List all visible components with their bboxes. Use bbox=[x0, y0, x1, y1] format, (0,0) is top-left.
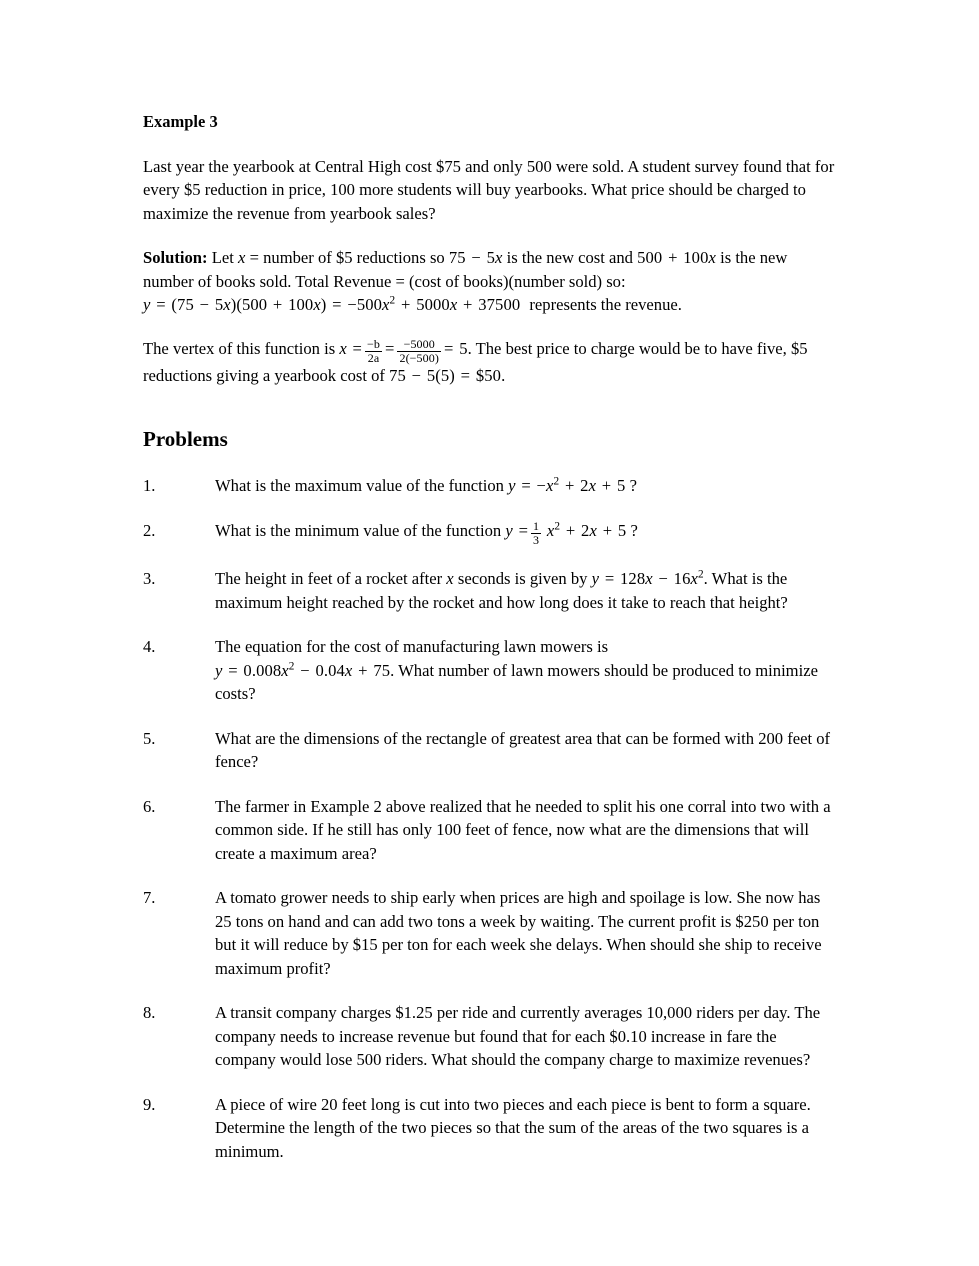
problem-text-mid: seconds is given by bbox=[457, 569, 588, 589]
solution-text-3: is the new cost and bbox=[506, 248, 633, 268]
fraction-b-over-2a bbox=[365, 338, 382, 365]
fraction-numerator: −b bbox=[367, 336, 380, 351]
problem-number: 2. bbox=[143, 520, 156, 540]
problem-math: $y = -x^2 + 2x + 5$ bbox=[508, 475, 626, 496]
problem-math-var: x bbox=[446, 569, 454, 589]
solution-equation-tail: represents the revenue. bbox=[529, 295, 682, 315]
problems-list bbox=[143, 474, 838, 1163]
problem-body bbox=[215, 474, 838, 498]
solution-text-2: = number of $5 reductions so bbox=[249, 248, 445, 268]
vertex-math-price: 75 − 5(5) = $50 bbox=[389, 366, 502, 386]
fraction-5000-over-2neg500 bbox=[397, 338, 441, 365]
problem-body: A tomato grower needs to ship early when prices are high and spoilage is low. She now has 25 tons on hand and can add two tons a week by waiting. The current profit is $250 per ton but it will reduce by $15 per ton for each week she delays. When should she ship to receive maximum profit? bbox=[215, 888, 822, 978]
problem-math: $y = 0.008x^2 - 0.04x + 75$ bbox=[215, 660, 391, 680]
solution-text-1: Let bbox=[211, 248, 234, 268]
problem-item-6 bbox=[143, 795, 838, 866]
problem-math: y = $\frac{1}{3}$ $x^2 + 2x + 5$ bbox=[505, 518, 627, 548]
vertex-period-2: . bbox=[501, 366, 506, 386]
problem-body: What are the dimensions of the rectangle of greatest area that can be formed with 200 feet of fence? bbox=[215, 728, 831, 772]
problem-body: A transit company charges $1.25 per ride and currently averages 10,000 riders per day. The company needs to increase revenue but found that for each $0.10 increase in fare the company would lose 500 riders. What should the company charge to maximize revenues? bbox=[215, 1003, 821, 1070]
problems-heading: Problems bbox=[143, 426, 228, 451]
solution-paragraph bbox=[143, 246, 838, 317]
problem-number: 3. bbox=[143, 569, 156, 589]
problem-text-after: . What number of lawn mowers should be produced to minimize costs? bbox=[215, 660, 818, 704]
problem-number: 1. bbox=[143, 476, 156, 496]
page-content bbox=[143, 112, 838, 1163]
problem-body bbox=[215, 519, 838, 547]
problem-body: A piece of wire 20 feet long is cut into two pieces and each piece is bent to form a square. Determine the length of the two pieces so that the sum of the areas of the two squares is a minimum. bbox=[215, 1094, 811, 1161]
problem-body bbox=[215, 635, 838, 706]
problem-item-4 bbox=[143, 635, 838, 706]
problem-number: 8. bbox=[143, 1003, 156, 1023]
problem-item-8 bbox=[143, 1001, 838, 1072]
vertex-paragraph bbox=[143, 337, 838, 388]
problem-item-1 bbox=[143, 474, 838, 498]
problem-body: The farmer in Example 2 above realized that he needed to split his one corral into two with a common side. If he still has only 100 feet of fence, now what are the dimensions that will create a maximum area? bbox=[215, 796, 831, 863]
fraction-numerator: 1 bbox=[533, 518, 540, 533]
problem-body bbox=[215, 567, 838, 614]
fraction-numerator: −5000 bbox=[397, 338, 441, 352]
solution-math-books: 500 + 100x bbox=[637, 248, 716, 268]
problem-item-2 bbox=[143, 519, 838, 547]
problem-number: 6. bbox=[143, 796, 156, 816]
fraction-one-third bbox=[531, 520, 541, 547]
problem-number: 5. bbox=[143, 728, 156, 748]
problem-number: 9. bbox=[143, 1094, 156, 1114]
problem-text: The height in feet of a rocket after bbox=[215, 569, 443, 589]
problem-math: $y = 128x - 16x^2$ bbox=[591, 568, 704, 589]
problem-item-7 bbox=[143, 886, 838, 980]
solution-math-cost: 75 − 5x bbox=[448, 248, 503, 268]
example-problem-paragraph: Last year the yearbook at Central High cost $75 and only 500 were sold. A student survey found that for every $5 reduction in price, 100 more students will buy yearbooks. What price should be charged to maximize the revenue from yearbook sales? bbox=[143, 156, 835, 223]
problem-item-3 bbox=[143, 567, 838, 614]
vertex-math-expression: x = $\frac{-b}{2a}$ = $\frac{-5000}{2(-500)}$ = 5 bbox=[339, 336, 468, 366]
fraction-denominator: 3 bbox=[533, 533, 540, 548]
problem-text: What is the maximum value of the function bbox=[215, 476, 504, 496]
vertex-text-1: The vertex of this function is bbox=[143, 338, 336, 358]
fraction-denominator: 2(−500) bbox=[399, 351, 439, 366]
problem-number: 7. bbox=[143, 888, 156, 908]
vertex-text-2: The best price to charge would be to have five, $5 reductions giving a yearbook cost of bbox=[143, 338, 808, 386]
problem-item-5 bbox=[143, 727, 838, 774]
problem-text: The equation for the cost of manufacturing lawn mowers is bbox=[215, 637, 609, 657]
solution-label: Solution: bbox=[143, 248, 208, 268]
vertex-period: . bbox=[467, 338, 472, 358]
solution-math-x: x bbox=[238, 248, 246, 268]
problem-item-9 bbox=[143, 1093, 838, 1164]
solution-text-4: is the new number of books sold. Total Revenue = (cost of books)(number sold) so: bbox=[143, 248, 788, 291]
problem-text-after: . What is the maximum height reached by the rocket and how long does it take to reach that height? bbox=[215, 569, 788, 612]
problem-text-after: ? bbox=[629, 476, 637, 496]
fraction-denominator: 2a bbox=[367, 351, 380, 366]
problem-text-after: ? bbox=[630, 520, 638, 540]
example-heading: Example 3 bbox=[143, 112, 218, 131]
problem-number: 4. bbox=[143, 637, 156, 657]
solution-revenue-equation: $y = (75 - 5x)(500 + 100x) = -500x^2 + 5000x + 37500$ bbox=[143, 294, 521, 315]
problem-text: What is the minimum value of the function bbox=[215, 520, 502, 540]
